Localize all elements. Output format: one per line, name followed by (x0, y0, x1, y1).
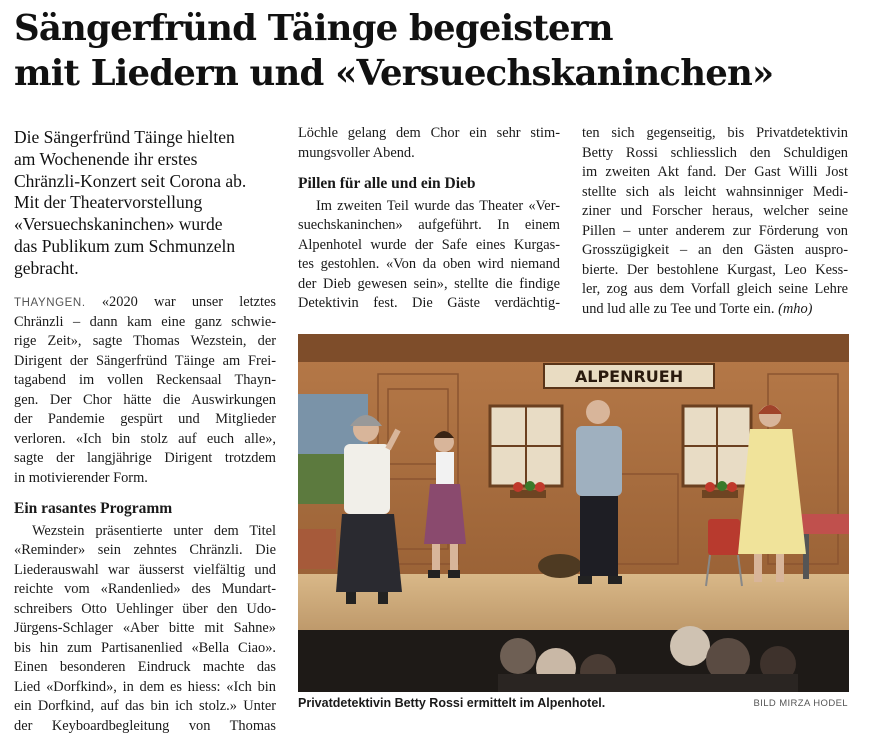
body-line: THAYNGEN. «2020 war unser letztes (14, 293, 276, 313)
lead-paragraph (14, 127, 276, 280)
body-line: verloren. «Ich bin stolz auf euch alle», (14, 430, 276, 450)
stage-scene-illustration (298, 334, 849, 692)
lead-line: Die Sängerfründ Täinge hielten (14, 127, 276, 149)
body-line: mungsvoller Abend. (298, 144, 560, 164)
author-tag: (mho) (778, 301, 812, 317)
lead-line: Mit der Theatervorstellung (14, 192, 276, 214)
body-line: stellte sich als leicht wahnsinniger Medi- (582, 183, 848, 203)
lead-line: das Publikum zum Schmunzeln (14, 236, 276, 258)
body-line: ein Dorfkind, auf das bin ich stolz.» Unter (14, 697, 276, 717)
alpenrueh-sign-text: ALPENRUEH (575, 367, 683, 386)
body-line: Liederauswahl war äusserst vielfältig und (14, 561, 276, 581)
body-line: schreibers Otto Uehlinger über den Udo- (14, 600, 276, 620)
body-line: Alpenhotel wurde der Safe eines Kurgas- (298, 236, 560, 256)
body-line: Dirigent der Sängerfründ Täinge am Frei- (14, 352, 276, 372)
body-line: «Reminder» sein zehntes Chränzli. Die (14, 541, 276, 561)
lead-line: gebracht. (14, 258, 276, 280)
body-line: gen. Der Chor hätte die Auswirkungen (14, 391, 276, 411)
body-line: im zweiten Akt fand. Der Gast Willi Jost (582, 163, 848, 183)
body-line: tagabend im vollen Reckensaal Thayn- (14, 371, 276, 391)
body-line: Pillen – unter anderem zur Förderung von (582, 222, 848, 242)
body-line: Wezstein präsentierte unter dem Titel (14, 522, 276, 542)
body-line: bierte. Der bestohlene Kurgast, Leo Kess- (582, 261, 848, 281)
body-line: rige Zeit», sagte Thomas Wezstein, der (14, 332, 276, 352)
body-line: und lud alle zu Tee und Torte ein. (mho) (582, 300, 848, 320)
headline (14, 6, 864, 96)
body-line: in motivierender Form. (14, 469, 276, 489)
body-line: Jürgens-Schlager «Aber bitte mit Sahne» (14, 619, 276, 639)
article-column-3 (582, 124, 848, 319)
body-line: der Keyboardbegleitung von Thomas (14, 717, 276, 736)
photo-caption: Privatdetektivin Betty Rossi ermittelt im Alpenhotel. (298, 696, 605, 710)
body-line: tes gestohlen. «Von da oben wird niemand (298, 255, 560, 275)
subheading: Ein rasantes Programm (14, 499, 276, 519)
lead-line: Chränzli-Konzert seit Corona ab. (14, 171, 276, 193)
photo-credit: BILD MIRZA HODEL (753, 698, 848, 709)
subheading: Pillen für alle und ein Dieb (298, 174, 560, 194)
article-column-1 (14, 293, 276, 736)
lead-line: am Wochenende ihr erstes (14, 149, 276, 171)
body-line: Lied «Dorfkind», in dem es hiess: «Ich bin (14, 678, 276, 698)
body-line: ziner und Forscher heraus, welcher seine (582, 202, 848, 222)
article-column-2 (298, 124, 560, 314)
body-line: Betty Rossi schliesslich den Schuldigen (582, 144, 848, 164)
dateline: THAYNGEN. (14, 297, 86, 309)
body-line: Chränzli – dann kam eine ganz schwie- (14, 313, 276, 333)
body-line: Einen besonderen Eindruck machte das (14, 658, 276, 678)
body-line: Löchle gelang dem Chor ein sehr stim- (298, 124, 560, 144)
body-line: Grosszügigkeit – an den Gästen auspro- (582, 241, 848, 261)
body-line: ten sich gegenseitig, bis Privatdetektivin (582, 124, 848, 144)
article-photo (298, 334, 849, 692)
body-line: Im zweiten Teil wurde das Theater «Ver- (298, 197, 560, 217)
body-line: der Dieb gewesen sein», stellte die findige (298, 275, 560, 295)
body-line: ler, zog aus dem Vorfall gleich seine Lehre (582, 280, 848, 300)
headline-line-2: mit Liedern und «Versuechskaninchen» (14, 51, 864, 96)
body-line: der Pandemie gespürt und Mitglieder (14, 410, 276, 430)
body-line: Detektivin fest. Die Gäste verdächtig- (298, 294, 560, 314)
lead-line: «Versuechskaninchen» wurde (14, 214, 276, 236)
body-line: bis hin zum Partisanenlied «Bella Ciao». (14, 639, 276, 659)
body-line: suechskaninchen» aufgeführt. In einem (298, 216, 560, 236)
body-line: sagte der langjährige Dirigent trotzdem (14, 449, 276, 469)
body-line: reichte vom «Randenlied» des Mundart- (14, 580, 276, 600)
headline-line-1: Sängerfründ Täinge begeistern (14, 6, 864, 51)
